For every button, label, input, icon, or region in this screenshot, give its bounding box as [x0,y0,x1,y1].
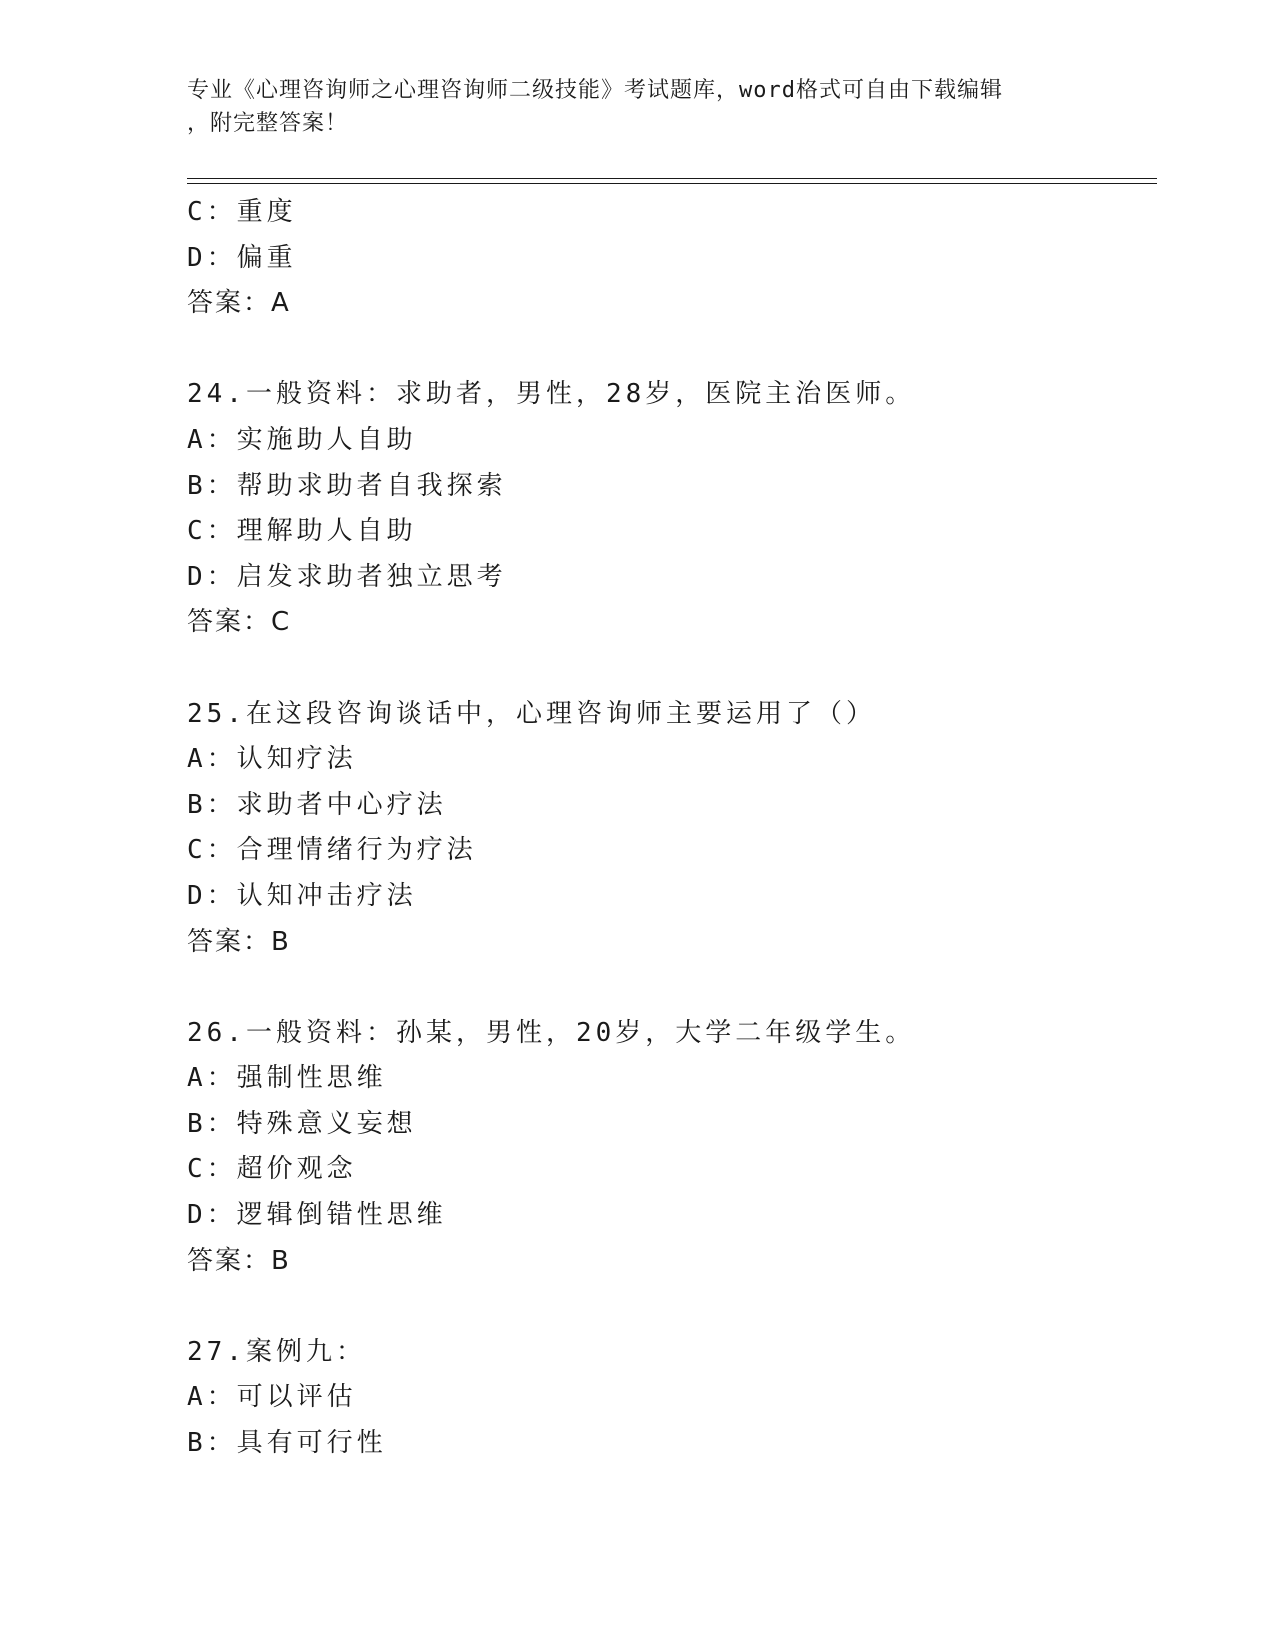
question-title: 27.案例九： [187,1336,366,1367]
spacer [187,1284,1147,1330]
header-rule-top [187,178,1157,179]
question-25 [187,692,1147,966]
spacer [187,327,1147,373]
option-b: B：具有可行性 [187,1428,387,1459]
option-a: A：认知疗法 [187,744,357,775]
header-line-1: 专业《心理咨询师之心理咨询师二级技能》考试题库，word格式可自由下载编辑 [187,78,1003,103]
option-a: A：实施助人自助 [187,424,417,455]
option-b: B：帮助求助者自我探索 [187,470,507,501]
spacer [187,965,1147,1011]
answer-line: 答案：A [187,288,291,319]
answer-line: 答案：B [187,1245,291,1276]
document-body [187,190,1147,1467]
option-b: B：特殊意义妄想 [187,1108,417,1139]
question-title: 26.一般资料：孙某，男性，20岁，大学二年级学生。 [187,1017,916,1048]
question-24 [187,372,1147,646]
answer-line: 答案：C [187,607,292,638]
option-c: C：超价观念 [187,1154,357,1185]
question-27 [187,1330,1147,1467]
question-23-continuation [187,190,1147,327]
option-c: C：理解助人自助 [187,516,417,547]
question-26 [187,1011,1147,1285]
option-d: D：逻辑倒错性思维 [187,1200,447,1231]
option-d: D：启发求助者独立思考 [187,561,507,592]
document-header [187,74,1087,140]
option-a: A：强制性思维 [187,1063,387,1094]
header-line-2: ，附完整答案！ [187,111,349,136]
spacer [187,646,1147,692]
option-d: D：认知冲击疗法 [187,880,417,911]
option-b: B：求助者中心疗法 [187,789,447,820]
header-rule-bottom [187,183,1157,184]
answer-line: 答案：B [187,926,291,957]
option-c: C：合理情绪行为疗法 [187,835,477,866]
option-c: C：重度 [187,197,297,227]
question-title: 24.一般资料：求助者，男性，28岁，医院主治医师。 [187,379,916,410]
option-a: A：可以评估 [187,1382,357,1413]
option-d: D：偏重 [187,242,297,273]
question-title: 25.在这段咨询谈话中，心理咨询师主要运用了（） [187,698,876,729]
